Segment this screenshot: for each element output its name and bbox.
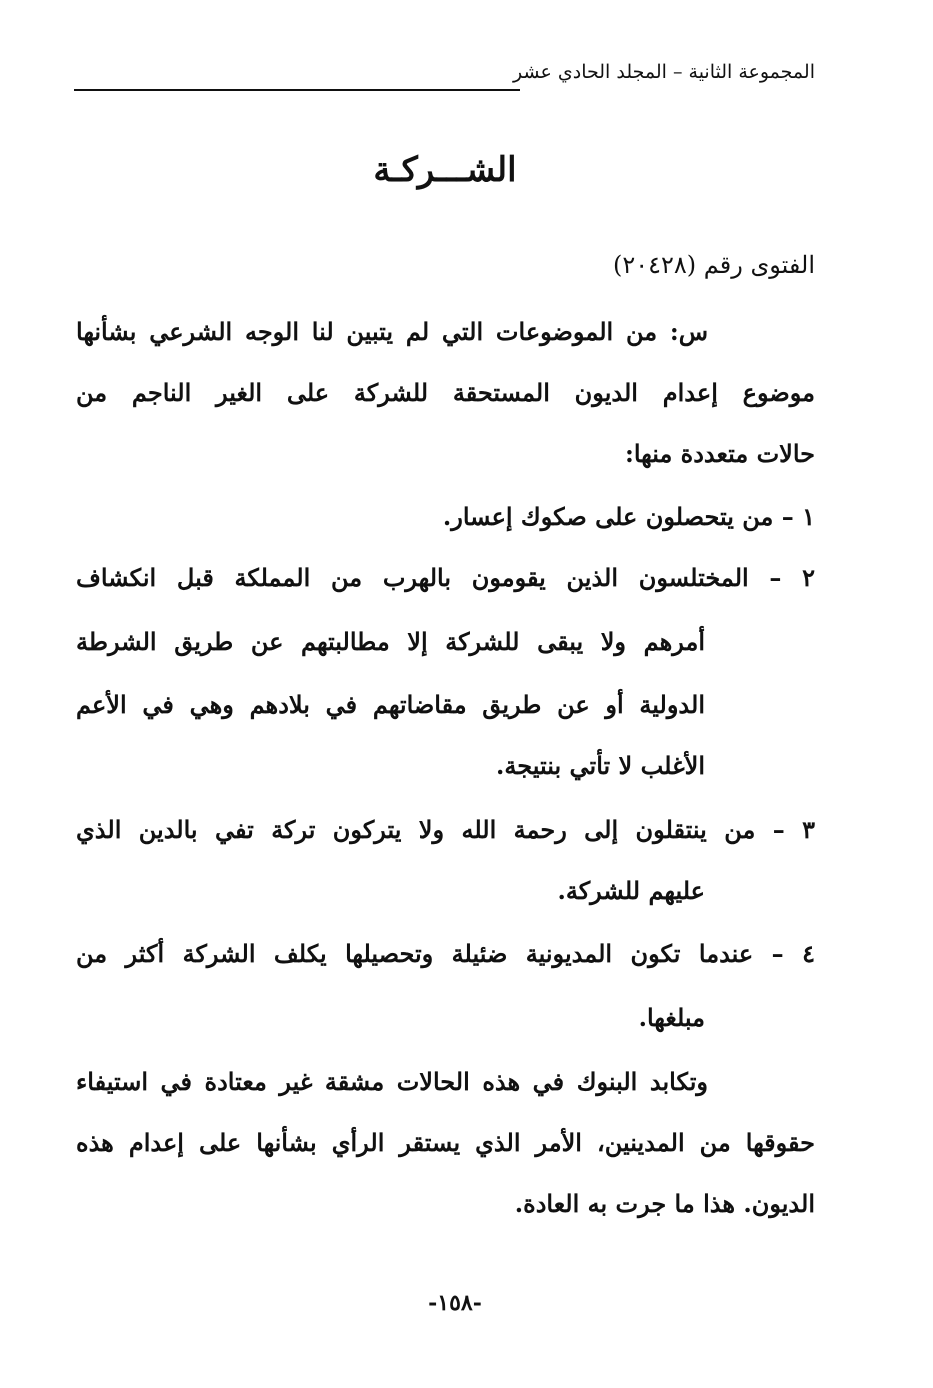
closing-line: وتكابد البنوك في هذه الحالات مشقة غير معتادة في استيفاء [76,1067,708,1096]
closing-line: حقوقها من المدينين، الأمر الذي يستقر الرأي بشأنها على إعدام هذه [76,1128,815,1157]
list-item-continuation: عليهم للشركة. [557,876,705,905]
list-item-continuation: مبلغها. [638,1003,705,1032]
list-item-continuation: الدولية أو عن طريق مقاضاتهم في بلادهم وهي في الأعم [76,690,705,719]
question-line: موضوع إعدام الديون المستحقة للشركة على الغير الناجم من [76,378,815,407]
fatwa-number: الفتوى رقم (٢٠٤٢٨) [612,251,815,279]
list-item-continuation: الأغلب لا تأتي بنتيجة. [496,751,705,780]
running-header: المجموعة الثانية – المجلد الحادي عشر [513,61,815,83]
list-item-continuation: أمرهم ولا يبقى للشركة إلا مطالبتهم عن طريق الشرطة [76,627,705,656]
list-item: ٤ – عندما تكون المديونية ضئيلة وتحصيلها يكلف الشركة أكثر من [76,939,815,968]
list-item: ٢ – المختلسون الذين يقومون بالهرب من المملكة قبل انكشاف [76,563,815,592]
closing-line: الديون. هذا ما جرت به العادة. [514,1189,815,1218]
chapter-title: الشـــركـة [373,150,517,190]
question-line: حالات متعددة منها: [624,439,815,468]
question-line: س: من الموضوعات التي لم يتبين لنا الوجه الشرعي بشأنها [76,317,708,346]
list-item: ٣ – من ينتقلون إلى رحمة الله ولا يتركون تركة تفي بالدين الذي [76,815,815,844]
header-rule [74,89,520,91]
page-number: -١٥٨- [428,1290,482,1316]
list-item: ١ – من يتحصلون على صكوك إعسار. [442,502,815,531]
